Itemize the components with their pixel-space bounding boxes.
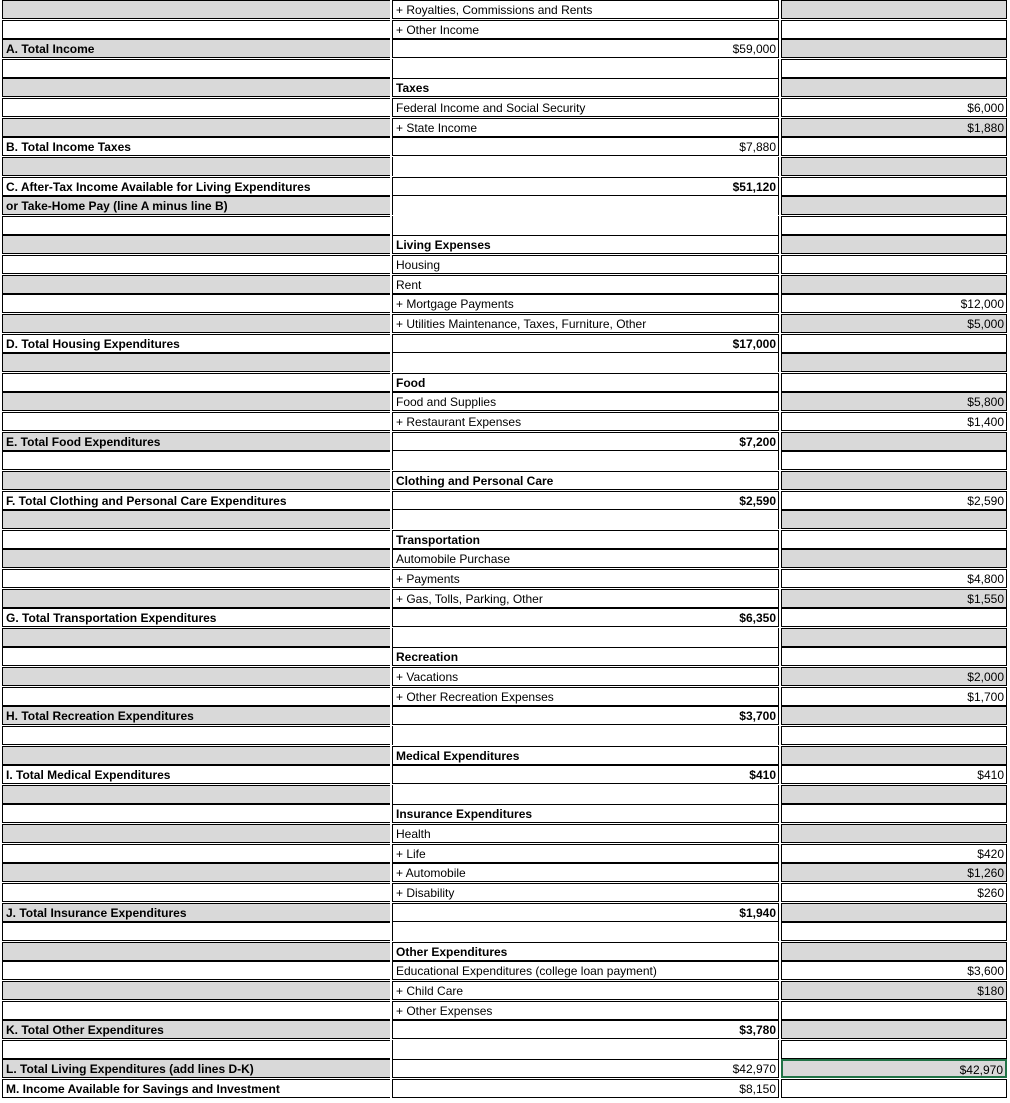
- row-label-cell[interactable]: [2, 569, 390, 588]
- amount-cell[interactable]: [781, 824, 1007, 843]
- line-item-cell[interactable]: + Automobile: [392, 863, 779, 882]
- amount-cell[interactable]: $3,600: [781, 961, 1007, 980]
- line-item-cell[interactable]: Educational Expenditures (college loan payment): [392, 961, 779, 980]
- subtotal-value-cell[interactable]: $59,000: [392, 39, 779, 58]
- row-label-cell[interactable]: I. Total Medical Expenditures: [2, 765, 390, 784]
- line-item-cell[interactable]: Clothing and Personal Care: [392, 471, 779, 490]
- amount-cell[interactable]: [781, 177, 1007, 196]
- line-item-cell[interactable]: + Other Expenses: [392, 1001, 779, 1020]
- subtotal-value-cell[interactable]: $410: [392, 765, 779, 784]
- table-row: [0, 765, 1010, 784]
- table-row: [0, 451, 1010, 470]
- table-row: [0, 334, 1010, 353]
- table-row: [0, 942, 1010, 961]
- table-row: [0, 746, 1010, 765]
- amount-cell[interactable]: $1,550: [781, 589, 1007, 608]
- table-row: [0, 157, 1010, 176]
- line-item-cell[interactable]: + Gas, Tolls, Parking, Other: [392, 589, 779, 608]
- row-label-cell[interactable]: [2, 373, 390, 392]
- row-label-cell[interactable]: [2, 589, 390, 608]
- table-row: [0, 961, 1010, 980]
- amount-cell[interactable]: [781, 903, 1007, 922]
- amount-cell[interactable]: [781, 39, 1007, 58]
- amount-cell[interactable]: [781, 530, 1007, 549]
- row-label-cell[interactable]: [2, 78, 390, 97]
- table-row: [0, 667, 1010, 686]
- row-label-cell[interactable]: [2, 549, 390, 568]
- amount-cell[interactable]: [781, 137, 1007, 156]
- row-label-cell[interactable]: [2, 314, 390, 333]
- row-label-cell[interactable]: [2, 98, 390, 117]
- amount-cell[interactable]: [781, 726, 1007, 745]
- table-row: [0, 903, 1010, 922]
- table-row: [0, 235, 1010, 254]
- line-item-cell[interactable]: + Vacations: [392, 667, 779, 686]
- amount-cell[interactable]: [781, 0, 1007, 19]
- table-row: [0, 628, 1010, 647]
- row-label-cell[interactable]: or Take-Home Pay (line A minus line B): [2, 196, 390, 215]
- table-row: [0, 824, 1010, 843]
- subtotal-value-cell[interactable]: $6,350: [392, 608, 779, 627]
- row-label-cell[interactable]: D. Total Housing Expenditures: [2, 334, 390, 353]
- table-row: [0, 706, 1010, 725]
- table-row: [0, 510, 1010, 529]
- row-label-cell[interactable]: [2, 255, 390, 274]
- amount-cell[interactable]: [781, 353, 1007, 372]
- row-label-cell[interactable]: [2, 1040, 390, 1059]
- row-label-cell[interactable]: [2, 216, 390, 235]
- line-item-cell[interactable]: Health: [392, 824, 779, 843]
- line-item-cell[interactable]: [392, 157, 779, 176]
- row-label-cell[interactable]: [2, 451, 390, 470]
- row-label-cell[interactable]: [2, 471, 390, 490]
- row-label-cell[interactable]: [2, 824, 390, 843]
- subtotal-value-cell[interactable]: $8,150: [392, 1079, 779, 1098]
- table-row: [0, 1001, 1010, 1020]
- line-item-cell[interactable]: [392, 628, 779, 647]
- table-row: [0, 118, 1010, 137]
- amount-cell[interactable]: [781, 628, 1007, 647]
- row-label-cell[interactable]: [2, 844, 390, 863]
- table-row: [0, 863, 1010, 882]
- subtotal-value-cell[interactable]: $51,120: [392, 177, 779, 196]
- table-row: [0, 412, 1010, 431]
- line-item-cell[interactable]: Food and Supplies: [392, 392, 779, 411]
- amount-cell[interactable]: [781, 1001, 1007, 1020]
- row-label-cell[interactable]: [2, 412, 390, 431]
- amount-cell[interactable]: [781, 157, 1007, 176]
- table-row: [0, 549, 1010, 568]
- table-row: [0, 530, 1010, 549]
- amount-cell[interactable]: [781, 59, 1007, 78]
- row-label-cell[interactable]: [2, 157, 390, 176]
- table-row: [0, 1059, 1010, 1078]
- row-label-cell[interactable]: [2, 981, 390, 1000]
- line-item-cell[interactable]: Housing: [392, 255, 779, 274]
- row-label-cell[interactable]: [2, 530, 390, 549]
- row-label-cell[interactable]: [2, 746, 390, 765]
- table-row: [0, 275, 1010, 294]
- line-item-cell[interactable]: [392, 510, 779, 529]
- table-row: [0, 20, 1010, 39]
- subtotal-value-cell[interactable]: $3,780: [392, 1020, 779, 1039]
- table-row: [0, 804, 1010, 823]
- line-item-cell[interactable]: Taxes: [392, 78, 779, 97]
- row-label-cell[interactable]: [2, 922, 390, 941]
- line-item-cell[interactable]: Insurance Expenditures: [392, 804, 779, 823]
- table-row: [0, 647, 1010, 666]
- table-row: [0, 353, 1010, 372]
- subtotal-value-cell[interactable]: $2,590: [392, 491, 779, 510]
- row-label-cell[interactable]: [2, 235, 390, 254]
- line-item-cell[interactable]: Other Expenditures: [392, 942, 779, 961]
- amount-cell[interactable]: $260: [781, 883, 1007, 902]
- amount-cell[interactable]: $5,800: [781, 392, 1007, 411]
- line-item-cell[interactable]: Recreation: [392, 647, 779, 666]
- row-label-cell[interactable]: [2, 961, 390, 980]
- row-label-cell[interactable]: B. Total Income Taxes: [2, 137, 390, 156]
- amount-cell[interactable]: [781, 216, 1007, 235]
- amount-cell[interactable]: [781, 549, 1007, 568]
- line-item-cell[interactable]: [392, 1040, 779, 1059]
- table-row: [0, 255, 1010, 274]
- row-label-cell[interactable]: E. Total Food Expenditures: [2, 432, 390, 451]
- table-row: [0, 432, 1010, 451]
- line-item-cell[interactable]: + Mortgage Payments: [392, 294, 779, 313]
- table-row: [0, 883, 1010, 902]
- amount-cell[interactable]: [781, 804, 1007, 823]
- table-row: [0, 216, 1010, 235]
- amount-cell[interactable]: $410: [781, 765, 1007, 784]
- subtotal-value-cell[interactable]: $1,940: [392, 903, 779, 922]
- line-item-cell[interactable]: [392, 922, 779, 941]
- amount-cell[interactable]: [781, 942, 1007, 961]
- row-label-cell[interactable]: [2, 942, 390, 961]
- line-item-cell[interactable]: [392, 785, 779, 804]
- amount-cell[interactable]: $6,000: [781, 98, 1007, 117]
- row-label-cell[interactable]: [2, 510, 390, 529]
- row-label-cell[interactable]: [2, 353, 390, 372]
- table-row: [0, 1020, 1010, 1039]
- row-label-cell[interactable]: L. Total Living Expenditures (add lines D-K): [2, 1059, 390, 1078]
- table-row: [0, 981, 1010, 1000]
- row-label-cell[interactable]: [2, 804, 390, 823]
- line-item-cell[interactable]: + Child Care: [392, 981, 779, 1000]
- amount-cell[interactable]: [781, 196, 1007, 215]
- row-label-cell[interactable]: M. Income Available for Savings and Investment: [2, 1079, 390, 1098]
- amount-cell[interactable]: [781, 20, 1007, 39]
- row-label-cell[interactable]: [2, 392, 390, 411]
- line-item-cell[interactable]: + Utilities Maintenance, Taxes, Furniture, Other: [392, 314, 779, 333]
- amount-cell[interactable]: [781, 471, 1007, 490]
- row-label-cell[interactable]: G. Total Transportation Expenditures: [2, 608, 390, 627]
- line-item-cell[interactable]: [392, 216, 779, 235]
- table-row: [0, 569, 1010, 588]
- line-item-cell[interactable]: [392, 451, 779, 470]
- amount-cell[interactable]: [781, 746, 1007, 765]
- line-item-cell[interactable]: + Payments: [392, 569, 779, 588]
- line-item-cell[interactable]: + Other Recreation Expenses: [392, 687, 779, 706]
- table-row: [0, 589, 1010, 608]
- table-row: [0, 608, 1010, 627]
- table-row: [0, 59, 1010, 78]
- row-label-cell[interactable]: [2, 687, 390, 706]
- amount-cell[interactable]: [781, 334, 1007, 353]
- table-row: [0, 726, 1010, 745]
- table-row: [0, 785, 1010, 804]
- amount-cell[interactable]: $2,590: [781, 491, 1007, 510]
- amount-cell[interactable]: [781, 1079, 1007, 1098]
- line-item-cell[interactable]: + State Income: [392, 118, 779, 137]
- row-label-cell[interactable]: [2, 883, 390, 902]
- amount-cell[interactable]: [781, 706, 1007, 725]
- table-row: [0, 1079, 1010, 1098]
- subtotal-value-cell[interactable]: $17,000: [392, 334, 779, 353]
- subtotal-value-cell[interactable]: $7,880: [392, 137, 779, 156]
- row-label-cell[interactable]: [2, 1001, 390, 1020]
- amount-cell[interactable]: [781, 451, 1007, 470]
- line-item-cell[interactable]: Medical Expenditures: [392, 746, 779, 765]
- amount-cell[interactable]: [781, 1020, 1007, 1039]
- line-item-cell[interactable]: + Disability: [392, 883, 779, 902]
- table-row: [0, 491, 1010, 510]
- amount-cell[interactable]: [781, 78, 1007, 97]
- table-row: [0, 137, 1010, 156]
- table-row: [0, 98, 1010, 117]
- row-label-cell[interactable]: J. Total Insurance Expenditures: [2, 903, 390, 922]
- line-item-cell[interactable]: Living Expenses: [392, 235, 779, 254]
- amount-cell[interactable]: [781, 647, 1007, 666]
- amount-cell[interactable]: $4,800: [781, 569, 1007, 588]
- row-label-cell[interactable]: [2, 863, 390, 882]
- line-item-cell[interactable]: Rent: [392, 275, 779, 294]
- amount-cell[interactable]: $5,000: [781, 314, 1007, 333]
- amount-cell[interactable]: [781, 275, 1007, 294]
- amount-cell[interactable]: [781, 785, 1007, 804]
- amount-cell[interactable]: $1,260: [781, 863, 1007, 882]
- table-row: [0, 314, 1010, 333]
- table-row: [0, 687, 1010, 706]
- line-item-cell[interactable]: + Other Income: [392, 20, 779, 39]
- row-label-cell[interactable]: [2, 59, 390, 78]
- amount-cell[interactable]: $1,400: [781, 412, 1007, 431]
- table-row: [0, 177, 1010, 196]
- table-row: [0, 196, 1010, 215]
- amount-cell[interactable]: [781, 255, 1007, 274]
- line-item-cell[interactable]: Food: [392, 373, 779, 392]
- line-item-cell[interactable]: + Restaurant Expenses: [392, 412, 779, 431]
- amount-cell[interactable]: $1,880: [781, 118, 1007, 137]
- table-row: [0, 922, 1010, 941]
- amount-cell[interactable]: [781, 432, 1007, 451]
- row-label-cell[interactable]: [2, 294, 390, 313]
- line-item-cell[interactable]: [392, 59, 779, 78]
- row-label-cell[interactable]: [2, 726, 390, 745]
- line-item-cell[interactable]: + Life: [392, 844, 779, 863]
- row-label-cell[interactable]: A. Total Income: [2, 39, 390, 58]
- table-row: [0, 392, 1010, 411]
- line-item-cell[interactable]: [392, 353, 779, 372]
- amount-cell[interactable]: [781, 922, 1007, 941]
- subtotal-value-cell[interactable]: $42,970: [392, 1059, 779, 1078]
- amount-cell[interactable]: $12,000: [781, 294, 1007, 313]
- table-row: [0, 294, 1010, 313]
- amount-cell[interactable]: [781, 373, 1007, 392]
- amount-cell[interactable]: [781, 608, 1007, 627]
- line-item-cell[interactable]: [392, 726, 779, 745]
- row-label-cell[interactable]: [2, 275, 390, 294]
- row-label-cell[interactable]: [2, 647, 390, 666]
- subtotal-value-cell[interactable]: $7,200: [392, 432, 779, 451]
- row-label-cell[interactable]: [2, 628, 390, 647]
- row-label-cell[interactable]: [2, 785, 390, 804]
- amount-cell[interactable]: $420: [781, 844, 1007, 863]
- table-row: [0, 471, 1010, 490]
- amount-cell[interactable]: $2,000: [781, 667, 1007, 686]
- table-row: [0, 0, 1010, 19]
- line-item-cell[interactable]: [392, 196, 779, 215]
- amount-cell[interactable]: $1,700: [781, 687, 1007, 706]
- amount-cell[interactable]: [781, 510, 1007, 529]
- line-item-cell[interactable]: Automobile Purchase: [392, 549, 779, 568]
- amount-cell[interactable]: $180: [781, 981, 1007, 1000]
- row-label-cell[interactable]: [2, 0, 390, 19]
- row-label-cell[interactable]: C. After-Tax Income Available for Living Expenditures: [2, 177, 390, 196]
- row-label-cell[interactable]: [2, 20, 390, 39]
- line-item-cell[interactable]: Federal Income and Social Security: [392, 98, 779, 117]
- table-row: [0, 844, 1010, 863]
- table-row: [0, 1040, 1010, 1059]
- row-label-cell[interactable]: K. Total Other Expenditures: [2, 1020, 390, 1039]
- amount-cell[interactable]: [781, 1040, 1007, 1059]
- row-label-cell[interactable]: F. Total Clothing and Personal Care Expenditures: [2, 491, 390, 510]
- table-row: [0, 39, 1010, 58]
- amount-cell[interactable]: $42,970: [781, 1059, 1007, 1078]
- line-item-cell[interactable]: + Royalties, Commissions and Rents: [392, 0, 779, 19]
- table-row: [0, 78, 1010, 97]
- row-label-cell[interactable]: [2, 118, 390, 137]
- row-label-cell[interactable]: H. Total Recreation Expenditures: [2, 706, 390, 725]
- row-label-cell[interactable]: [2, 667, 390, 686]
- subtotal-value-cell[interactable]: $3,700: [392, 706, 779, 725]
- table-row: [0, 373, 1010, 392]
- amount-cell[interactable]: [781, 235, 1007, 254]
- line-item-cell[interactable]: Transportation: [392, 530, 779, 549]
